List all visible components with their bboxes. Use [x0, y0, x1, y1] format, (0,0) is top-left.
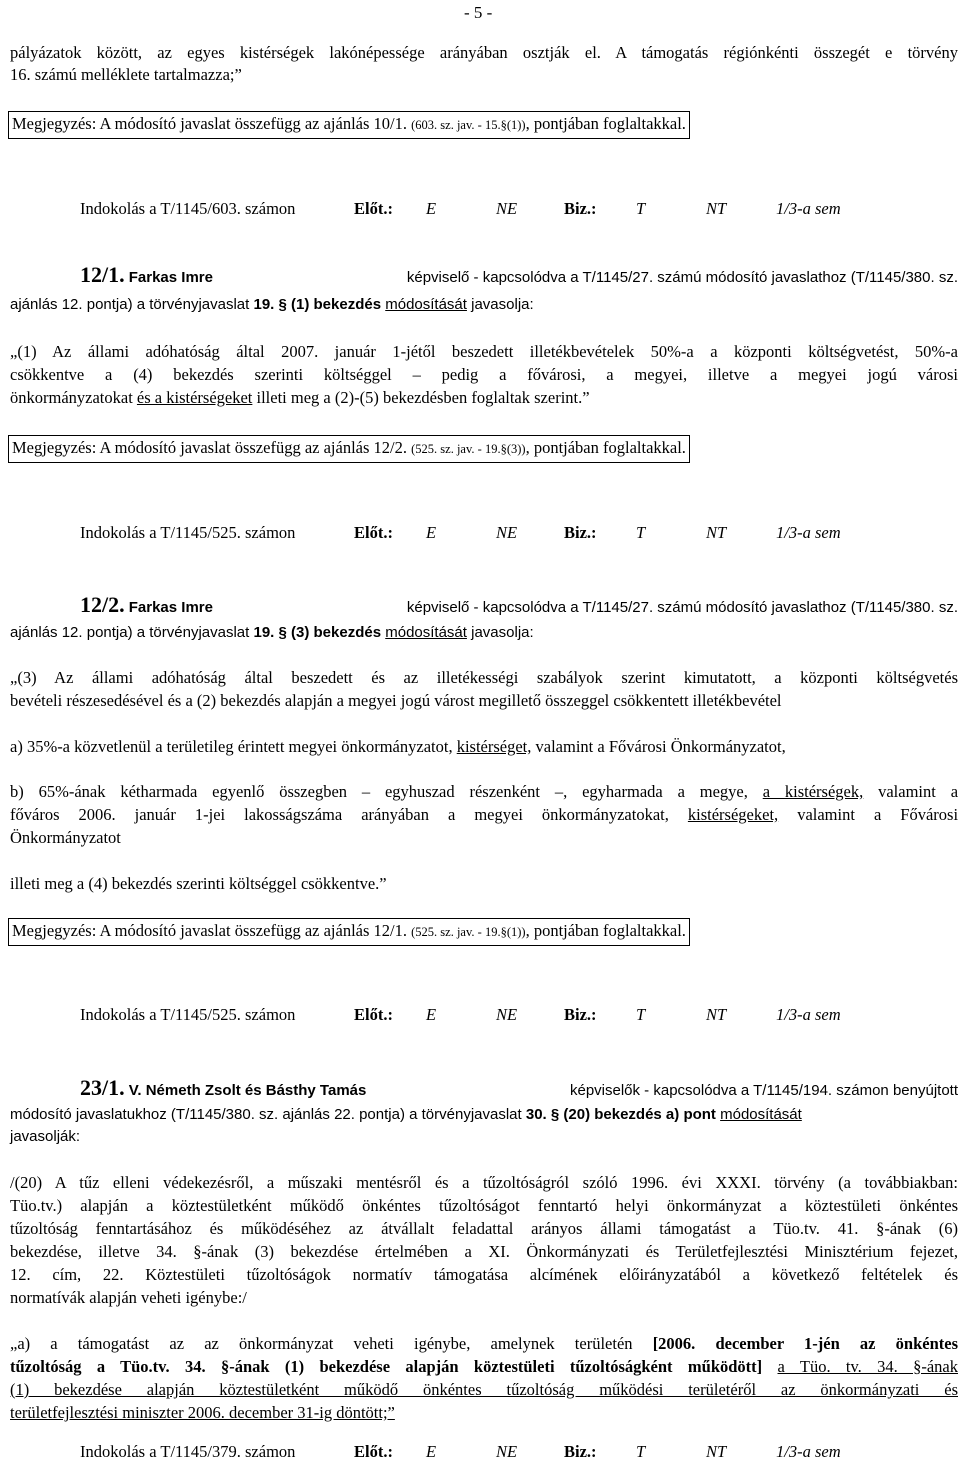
underline-text: módosítását [385, 296, 467, 313]
voting-label: Indokolás a [80, 1442, 157, 1461]
intro-line-2: 16. számú melléklete tartalmazza;” [10, 65, 242, 84]
note-small: (525. sz. jav. - 19.§(3)) [411, 442, 526, 456]
voting-ref: T/1145/603. számon [160, 199, 296, 218]
vote-t: T [636, 523, 646, 542]
item-12-2-point-b-2 [10, 804, 958, 826]
underline-text: a kistérségek, [762, 782, 864, 801]
vote-ne: NE [496, 1442, 518, 1461]
underline-text: kistérséget, [456, 737, 532, 756]
item-rest: képviselő - kapcsolódva a T/1145/27. számú módosító javaslathoz (T/1145/380. sz. [406, 269, 958, 286]
voting-row-1 [80, 198, 860, 220]
text: „a) a támogatást az az önkormányzat veheti igénybe, amelynek területén [10, 1334, 633, 1353]
item-12-1-quote-1: „(1) Az állami adóhatóság által 2007. január 1-jétől beszedett illetékbevételek 50%-a a központi költségvetést, 50%-a [10, 342, 958, 361]
text: ajánlás 12. pontja) a törvényjavaslat [10, 624, 250, 641]
item-23-1-line-2 [10, 1104, 958, 1126]
vote-t: T [636, 1005, 646, 1024]
underline-text: kistérségeket, [687, 805, 779, 824]
text: valamint a Fővárosi [797, 805, 959, 824]
page-number: - 5 - [464, 3, 493, 22]
intro-line-1: pályázatok között, az egyes kistérségek lakónépessége arányában osztják el. A támogatás régiónkénti összegét e törvény [10, 43, 958, 62]
note-post: , pontjában foglaltakkal. [525, 114, 686, 133]
underline-text: módosítását [385, 624, 467, 641]
note-box-1 [8, 111, 690, 139]
vote-sem: 1/3-a sem [776, 523, 841, 542]
item-number: 12/1. [80, 262, 125, 287]
text: javasolja: [471, 296, 534, 313]
item-23-1-quote-2 [10, 1356, 958, 1378]
vote-sem: 1/3-a sem [776, 199, 841, 218]
vote-sem: 1/3-a sem [776, 1442, 841, 1461]
vote-nt: NT [706, 199, 727, 218]
voting-row-2 [80, 522, 860, 544]
bold-ref: 30. § (20) bekezdés a) pont [525, 1106, 716, 1123]
elot-label: Előt.: [354, 199, 393, 218]
voting-label: Indokolás a [80, 523, 157, 542]
vote-nt: NT [706, 523, 727, 542]
item-author: Farkas Imre [128, 269, 213, 286]
item-23-1-quote-1 [10, 1333, 958, 1355]
vote-sem: 1/3-a sem [776, 1005, 841, 1024]
voting-ref: T/1145/525. számon [160, 1005, 296, 1024]
vote-t: T [636, 199, 646, 218]
note-box-3 [8, 918, 690, 946]
item-23-1-p5: 12. cím, 22. Köztestületi tűzoltóságok normatív támogatása alcímének előirányzatából a következő feltételek és [10, 1265, 958, 1284]
item-23-1-line-3: javasolják: [10, 1128, 81, 1145]
biz-label: Biz.: [564, 1442, 597, 1461]
item-23-1-quote-4 [10, 1402, 958, 1424]
item-12-2-quote-1: „(3) Az állami adóhatóság által beszedett és az illetékességi szabályok szerint kimutatott, a központi költségvetés [10, 668, 958, 687]
biz-label: Biz.: [564, 199, 597, 218]
voting-label: Indokolás a [80, 1005, 157, 1024]
note-small: (525. sz. jav. - 19.§(1)) [411, 925, 526, 939]
note-post: , pontjában foglaltakkal. [525, 921, 686, 940]
vote-nt: NT [706, 1005, 727, 1024]
text: b) 65%-ának kétharmada egyenlő összegben – egyhuszad részenként –, egyharmada a megye, [10, 782, 748, 801]
note-text: Megjegyzés: A módosító javaslat összefügg az ajánlás 10/1. [12, 114, 407, 133]
vote-t: T [636, 1442, 646, 1461]
voting-row-3 [80, 1004, 860, 1026]
bold-ref: 19. § (1) bekezdés [253, 296, 382, 313]
vote-ne: NE [496, 1005, 518, 1024]
elot-label: Előt.: [354, 523, 393, 542]
item-12-1-line-2 [10, 294, 958, 316]
note-small: (603. sz. jav. - 15.§(1)) [411, 118, 526, 132]
item-23-1-p3: tűzoltóság fenntartásához és működéséhez az átvállalt feladattal arányos állami támogatást a Tüo.tv. 41. §-ának (6) [10, 1219, 958, 1238]
note-post: , pontjában foglaltakkal. [525, 438, 686, 457]
item-12-2-point-b-1 [10, 781, 958, 803]
item-12-2-end: illeti meg a (4) bekezdés szerinti költséggel csökkentve.” [10, 874, 387, 893]
text: valamint a Fővárosi Önkormányzatot, [535, 737, 786, 756]
item-12-2-point-b-3: Önkormányzatot [10, 828, 121, 847]
underline-text: a Tüo. tv. 34. §-ának [777, 1357, 958, 1376]
vote-e: E [426, 1005, 437, 1024]
vote-e: E [426, 1442, 437, 1461]
note-box-2 [8, 435, 690, 463]
item-12-1-quote-2: csökkentve a (4) bekezdés szerinti költséggel – pedig a fővárosi, a megyei, illetve a megyei jogú városi [10, 365, 958, 384]
text: javasolja: [471, 624, 534, 641]
item-author: Farkas Imre [128, 599, 213, 616]
item-12-2-quote-2: bevételi részesedésével és a (2) bekezdés alapján a megyei jogú várost megillető összeggel csökkentett illetékbevétel [10, 691, 782, 710]
elot-label: Előt.: [354, 1442, 393, 1461]
item-12-2-point-a [10, 736, 958, 758]
text: valamint a [878, 782, 959, 801]
item-23-1-p4: bekezdése, illetve 34. §-ának (3) bekezdése értelmében a XI. Önkormányzati és Területfejlesztési Minisztérium fejezet, [10, 1242, 958, 1261]
vote-ne: NE [496, 199, 518, 218]
bold-ref: 19. § (3) bekezdés [253, 624, 382, 641]
text: illeti meg a (2)-(5) bekezdésben foglaltak szerint.” [256, 388, 590, 407]
item-23-1-header [80, 1077, 958, 1102]
item-authors: Németh Zsolt és Básthy Tamás [145, 1082, 367, 1099]
voting-ref: T/1145/379. számon [160, 1442, 296, 1461]
vote-e: E [426, 523, 437, 542]
text: önkormányzatokat [10, 388, 133, 407]
biz-label: Biz.: [564, 523, 597, 542]
underline-text: módosítását [720, 1106, 802, 1123]
item-rest: képviselő - kapcsolódva a T/1145/27. számú módosító javaslathoz (T/1145/380. sz. [406, 599, 958, 616]
elot-label: Előt.: [354, 1005, 393, 1024]
item-23-1-p6: normatívák alapján veheti igénybe:/ [10, 1288, 247, 1307]
note-text: Megjegyzés: A módosító javaslat összefügg az ajánlás 12/2. [12, 438, 407, 457]
bold-text: [2006. december 1-jén az önkéntes [652, 1334, 958, 1353]
voting-row-4 [80, 1441, 860, 1463]
bold-text: tűzoltóság a Tüo.tv. 34. §-ának (1) bekezdése alapján köztestületi tűzoltóságként működött] [10, 1357, 763, 1376]
item-12-2-header [80, 594, 958, 619]
text: a) 35%-a közvetlenül a területileg érintett megyei önkormányzatot, [10, 737, 453, 756]
voting-label: Indokolás a [80, 199, 157, 218]
text: főváros 2006. január 1-jei lakosságszáma arányában a megyei önkormányzatokat, [10, 805, 669, 824]
text: módosító javaslatukhoz (T/1145/380. sz. ajánlás 22. pontja) a törvényjavaslat [10, 1106, 522, 1123]
item-number: 12/2. [80, 592, 125, 617]
item-rest: képviselők - kapcsolódva a T/1145/194. számon benyújtott [569, 1082, 958, 1099]
item-number: 23/1. [80, 1075, 125, 1100]
underline-text: és a kistérségeket [136, 388, 253, 407]
item-12-2-line-2 [10, 622, 958, 644]
item-23-1-p1: /(20) A tűz elleni védekezésről, a műszaki mentésről és a tűzoltóságról szóló 1996. évi XXXI. törvény (a továbbiakban: [10, 1173, 958, 1192]
item-v: V. [128, 1082, 142, 1099]
vote-e: E [426, 199, 437, 218]
item-23-1-quote-3: (1) bekezdése alapján köztestületként működő önkéntes tűzoltóság működési területéről az önkormányzati és [10, 1380, 958, 1399]
vote-ne: NE [496, 523, 518, 542]
text: ajánlás 12. pontja) a törvényjavaslat [10, 296, 250, 313]
vote-nt: NT [706, 1442, 727, 1461]
voting-ref: T/1145/525. számon [160, 523, 296, 542]
underline-text: területfejlesztési miniszter 2006. december 31-ig döntött;” [10, 1403, 395, 1422]
item-23-1-p2: Tüo.tv.) alapján a köztestületként működő önkéntes tűzoltóságot fenntartó helyi önkormányzat a köztestületi önkéntes [10, 1196, 958, 1215]
item-12-1-header [80, 264, 958, 289]
item-12-1-quote-3 [10, 387, 958, 409]
biz-label: Biz.: [564, 1005, 597, 1024]
note-text: Megjegyzés: A módosító javaslat összefügg az ajánlás 12/1. [12, 921, 407, 940]
